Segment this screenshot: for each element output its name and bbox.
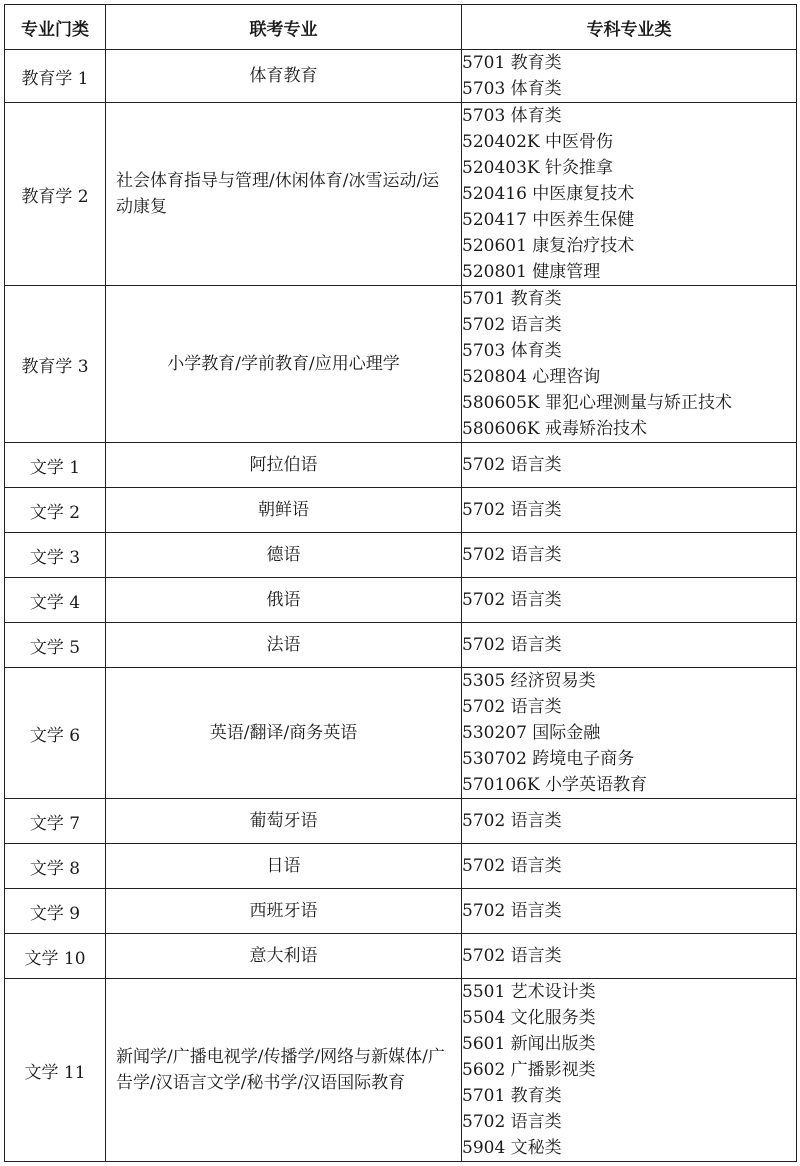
category-cell: 文学 7	[5, 799, 106, 844]
specialty-item: 5702 语言类	[462, 901, 562, 921]
specialty-item: 5702 语言类	[462, 455, 562, 475]
specialty-list	[462, 286, 796, 442]
specialty-item: 580605K 罪犯心理测量与矫正技术	[462, 393, 732, 413]
category-cell: 文学 2	[5, 488, 106, 533]
specialty-item: 5504 文化服务类	[462, 1008, 596, 1028]
specialty-item: 5501 艺术设计类	[462, 982, 596, 1002]
exam-major-text: 小学教育/学前教育/应用心理学	[167, 354, 400, 374]
exam-major-text: 英语/翻译/商务英语	[209, 723, 358, 743]
category-cell: 文学 4	[5, 578, 106, 623]
specialty-item: 5702 语言类	[462, 500, 562, 520]
exam-major-text: 葡萄牙语	[249, 811, 318, 831]
exam-major-cell	[106, 443, 462, 488]
exam-major-cell	[106, 103, 462, 286]
specialty-item: 5703 体育类	[462, 79, 562, 99]
category-cell: 文学 11	[5, 979, 106, 1162]
specialty-cell	[462, 934, 797, 979]
specialty-list	[462, 853, 796, 879]
exam-major-cell	[106, 934, 462, 979]
specialty-item: 5702 语言类	[462, 1112, 562, 1132]
exam-major-text: 朝鲜语	[258, 500, 309, 520]
table-row	[5, 623, 797, 668]
specialty-list	[462, 497, 796, 523]
category-cell: 文学 6	[5, 668, 106, 799]
specialty-item: 530207 国际金融	[462, 723, 601, 743]
specialty-list	[462, 50, 796, 102]
exam-major-cell	[106, 844, 462, 889]
exam-major-text: 体育教育	[249, 66, 318, 86]
category-cell: 教育学 2	[5, 103, 106, 286]
specialty-item: 5305 经济贸易类	[462, 671, 596, 691]
table-body	[5, 50, 797, 1162]
header-specialty-class: 专科专业类	[462, 5, 797, 50]
specialty-item: 5702 语言类	[462, 635, 562, 655]
table-row	[5, 103, 797, 286]
specialty-item: 5602 广播影视类	[462, 1060, 596, 1080]
specialty-cell	[462, 533, 797, 578]
exam-major-text: 法语	[266, 635, 301, 655]
specialty-list	[462, 542, 796, 568]
exam-major-text: 德语	[266, 545, 301, 565]
exam-major-cell	[106, 889, 462, 934]
table-row	[5, 934, 797, 979]
specialty-item: 520402K 中医骨伤	[462, 132, 613, 152]
exam-major-cell	[106, 623, 462, 668]
header-row	[5, 5, 797, 50]
table-header	[5, 5, 797, 50]
specialty-item: 5701 教育类	[462, 289, 562, 309]
specialty-item: 5701 教育类	[462, 53, 562, 73]
specialty-list	[462, 808, 796, 834]
table-row	[5, 533, 797, 578]
category-cell: 文学 10	[5, 934, 106, 979]
category-cell: 教育学 3	[5, 286, 106, 443]
table-row	[5, 889, 797, 934]
specialty-item: 5703 体育类	[462, 341, 562, 361]
category-cell: 文学 5	[5, 623, 106, 668]
table-row	[5, 488, 797, 533]
table-row	[5, 286, 797, 443]
table-row	[5, 668, 797, 799]
specialty-list	[462, 943, 796, 969]
specialty-list	[462, 979, 796, 1161]
specialty-cell	[462, 443, 797, 488]
exam-major-text: 新闻学/广播电视学/传播学/网络与新媒体/广告学/汉语言文学/秘书学/汉语国际教育	[116, 1047, 445, 1093]
specialty-cell	[462, 578, 797, 623]
specialty-list	[462, 632, 796, 658]
specialty-item: 5702 语言类	[462, 856, 562, 876]
table-row	[5, 50, 797, 103]
specialty-cell	[462, 50, 797, 103]
specialty-item: 5702 语言类	[462, 315, 562, 335]
header-category: 专业门类	[5, 5, 106, 50]
exam-major-cell	[106, 979, 462, 1162]
specialty-list	[462, 898, 796, 924]
specialty-item: 530702 跨境电子商务	[462, 749, 635, 769]
exam-major-text: 日语	[266, 856, 301, 876]
exam-major-cell	[106, 533, 462, 578]
specialty-cell	[462, 488, 797, 533]
specialty-item: 520417 中医养生保健	[462, 210, 635, 230]
category-cell: 教育学 1	[5, 50, 106, 103]
specialty-cell	[462, 844, 797, 889]
specialty-cell	[462, 623, 797, 668]
specialty-cell	[462, 668, 797, 799]
specialty-item: 570106K 小学英语教育	[462, 775, 647, 795]
exam-major-text: 西班牙语	[249, 901, 318, 921]
specialty-item: 580606K 戒毒矫治技术	[462, 419, 647, 439]
table-row	[5, 443, 797, 488]
table-row	[5, 578, 797, 623]
specialty-item: 5702 语言类	[462, 545, 562, 565]
specialty-item: 520403K 针灸推拿	[462, 158, 613, 178]
category-cell: 文学 9	[5, 889, 106, 934]
specialty-item: 5702 语言类	[462, 697, 562, 717]
category-cell: 文学 3	[5, 533, 106, 578]
specialty-cell	[462, 889, 797, 934]
exam-major-cell	[106, 488, 462, 533]
table-row	[5, 844, 797, 889]
specialty-list	[462, 668, 796, 798]
specialty-item: 520416 中医康复技术	[462, 184, 635, 204]
exam-major-cell	[106, 578, 462, 623]
header-exam-major: 联考专业	[106, 5, 462, 50]
specialty-cell	[462, 979, 797, 1162]
specialty-item: 5702 语言类	[462, 946, 562, 966]
specialty-item: 5701 教育类	[462, 1086, 562, 1106]
specialty-cell	[462, 799, 797, 844]
specialty-item: 5601 新闻出版类	[462, 1034, 596, 1054]
specialty-item: 520804 心理咨询	[462, 367, 601, 387]
exam-major-cell	[106, 668, 462, 799]
table-row	[5, 979, 797, 1162]
exam-major-cell	[106, 50, 462, 103]
specialty-list	[462, 103, 796, 285]
exam-major-cell	[106, 286, 462, 443]
specialty-item: 520601 康复治疗技术	[462, 236, 635, 256]
major-mapping-table	[4, 4, 797, 1162]
exam-major-text: 俄语	[266, 590, 301, 610]
exam-major-cell	[106, 799, 462, 844]
exam-major-text: 阿拉伯语	[249, 455, 318, 475]
specialty-item: 5702 语言类	[462, 590, 562, 610]
specialty-cell	[462, 286, 797, 443]
specialty-item: 5703 体育类	[462, 106, 562, 126]
specialty-item: 520801 健康管理	[462, 262, 601, 282]
exam-major-text: 意大利语	[249, 946, 318, 966]
category-cell: 文学 8	[5, 844, 106, 889]
specialty-item: 5702 语言类	[462, 811, 562, 831]
category-cell: 文学 1	[5, 443, 106, 488]
exam-major-text: 社会体育指导与管理/休闲体育/冰雪运动/运动康复	[116, 171, 440, 217]
specialty-list	[462, 452, 796, 478]
specialty-list	[462, 587, 796, 613]
specialty-cell	[462, 103, 797, 286]
table-row	[5, 799, 797, 844]
specialty-item: 5904 文秘类	[462, 1138, 562, 1158]
